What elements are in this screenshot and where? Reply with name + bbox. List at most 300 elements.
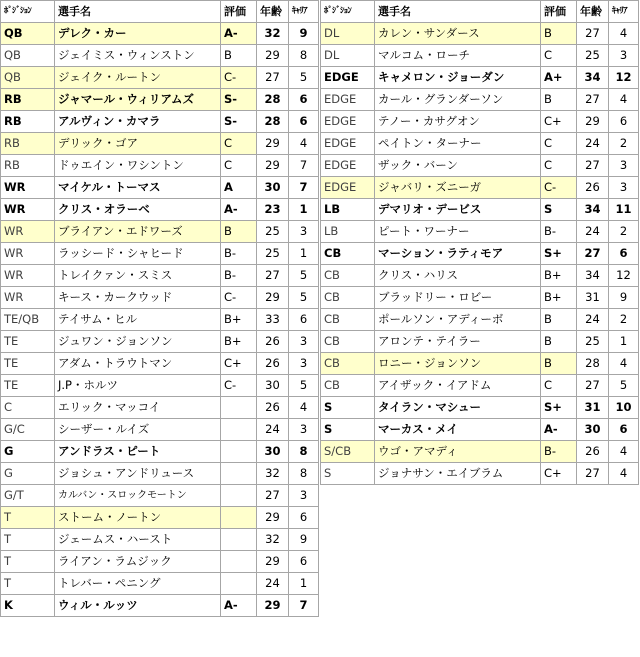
age-cell: 32 (257, 23, 289, 45)
position-cell: K (1, 595, 55, 617)
grade-cell: C (541, 133, 577, 155)
player-name-cell: ジョシュ・アンドリュース (55, 463, 221, 485)
table-row (321, 353, 639, 375)
position-cell: EDGE (321, 111, 375, 133)
position-cell: CB (321, 309, 375, 331)
position-cell: QB (1, 23, 55, 45)
career-cell: 2 (609, 221, 639, 243)
grade-cell: B (221, 221, 257, 243)
position-cell: S (321, 397, 375, 419)
player-name-cell: トレバー・ペニング (55, 573, 221, 595)
player-name-cell: テノー・カサグオン (375, 111, 541, 133)
table-row (321, 397, 639, 419)
player-name-cell: マルコム・ローチ (375, 45, 541, 67)
player-name-cell: ジュワン・ジョンソン (55, 331, 221, 353)
age-cell: 27 (257, 265, 289, 287)
player-name-cell: ドゥエイン・ワシントン (55, 155, 221, 177)
table-row (1, 507, 319, 529)
career-cell: 3 (289, 221, 319, 243)
grade-cell: A+ (541, 67, 577, 89)
age-cell: 24 (577, 309, 609, 331)
grade-cell (221, 529, 257, 551)
position-cell: S (321, 419, 375, 441)
grade-header: 評価 (541, 1, 577, 23)
grade-cell: A- (221, 23, 257, 45)
career-cell: 7 (289, 155, 319, 177)
position-cell: WR (1, 243, 55, 265)
career-cell: 6 (289, 309, 319, 331)
grade-cell (221, 573, 257, 595)
position-cell: G/C (1, 419, 55, 441)
position-cell: LB (321, 199, 375, 221)
table-row (1, 243, 319, 265)
career-cell: 3 (289, 331, 319, 353)
table-row (321, 45, 639, 67)
position-cell: TE/QB (1, 309, 55, 331)
grade-cell: B (541, 23, 577, 45)
position-cell: TE (1, 353, 55, 375)
grade-cell: C (221, 155, 257, 177)
table-row (321, 155, 639, 177)
player-name-cell: シーザー・ルイズ (55, 419, 221, 441)
age-cell: 30 (257, 375, 289, 397)
table-row (321, 177, 639, 199)
offense-rows (1, 23, 319, 617)
table-row (1, 441, 319, 463)
player-name-cell: ザック・バーン (375, 155, 541, 177)
grade-cell (221, 397, 257, 419)
grade-cell: S- (221, 89, 257, 111)
table-row (1, 265, 319, 287)
player-header: 選手名 (55, 1, 221, 23)
table-row (1, 199, 319, 221)
table-row (1, 23, 319, 45)
age-cell: 27 (577, 155, 609, 177)
career-cell: 1 (609, 331, 639, 353)
table-row (321, 331, 639, 353)
defense-rows (321, 23, 639, 485)
grade-cell: C (541, 155, 577, 177)
position-cell: TE (1, 375, 55, 397)
player-name-cell: キャメロン・ジョーダン (375, 67, 541, 89)
player-name-cell: J.P・ホルツ (55, 375, 221, 397)
grade-cell: B+ (541, 287, 577, 309)
grade-header: 評価 (221, 1, 257, 23)
age-cell: 27 (577, 243, 609, 265)
table-row (1, 177, 319, 199)
career-cell: 2 (609, 133, 639, 155)
position-cell: S/CB (321, 441, 375, 463)
age-cell: 27 (577, 463, 609, 485)
position-cell: T (1, 573, 55, 595)
career-header: ｷｬﾘｱ (289, 1, 319, 23)
career-cell: 5 (609, 375, 639, 397)
age-cell: 29 (257, 287, 289, 309)
career-cell: 10 (609, 397, 639, 419)
position-cell: EDGE (321, 133, 375, 155)
career-cell: 1 (289, 573, 319, 595)
table-row (1, 221, 319, 243)
position-cell: T (1, 507, 55, 529)
career-cell: 3 (609, 155, 639, 177)
header-row (321, 1, 639, 23)
position-cell: G (1, 463, 55, 485)
position-header: ﾎﾟｼﾞｼｮﾝ (321, 1, 375, 23)
table-row (321, 419, 639, 441)
roster-table-offense (0, 0, 319, 617)
player-name-cell: アルヴィン・カマラ (55, 111, 221, 133)
position-cell: RB (1, 155, 55, 177)
age-cell: 24 (257, 573, 289, 595)
career-cell: 9 (289, 23, 319, 45)
grade-cell: S+ (541, 243, 577, 265)
career-cell: 3 (289, 419, 319, 441)
header-row (1, 1, 319, 23)
grade-cell (221, 463, 257, 485)
table-row (321, 67, 639, 89)
career-cell: 7 (289, 595, 319, 617)
player-name-cell: ライアン・ラムジック (55, 551, 221, 573)
grade-cell (221, 419, 257, 441)
grade-cell: A (221, 177, 257, 199)
position-cell: T (1, 529, 55, 551)
position-cell: WR (1, 177, 55, 199)
career-cell: 1 (289, 243, 319, 265)
table-row (1, 573, 319, 595)
age-cell: 23 (257, 199, 289, 221)
table-row (1, 155, 319, 177)
player-name-cell: キース・カークウッド (55, 287, 221, 309)
table-row (1, 67, 319, 89)
player-name-cell: ジョナサン・エイブラム (375, 463, 541, 485)
career-cell: 5 (289, 287, 319, 309)
career-header: ｷｬﾘｱ (609, 1, 639, 23)
career-cell: 8 (289, 463, 319, 485)
table-row (321, 111, 639, 133)
age-header: 年齢 (257, 1, 289, 23)
age-cell: 25 (257, 243, 289, 265)
player-name-cell: デリック・ゴア (55, 133, 221, 155)
player-name-cell: トレイクァン・スミス (55, 265, 221, 287)
age-cell: 27 (257, 67, 289, 89)
position-cell: LB (321, 221, 375, 243)
player-name-cell: タイラン・マシュー (375, 397, 541, 419)
grade-cell: B (541, 331, 577, 353)
grade-cell: A- (221, 199, 257, 221)
grade-cell: C (541, 375, 577, 397)
career-cell: 6 (609, 243, 639, 265)
grade-cell: S (541, 199, 577, 221)
career-cell: 3 (609, 177, 639, 199)
age-cell: 25 (577, 45, 609, 67)
position-cell: WR (1, 265, 55, 287)
position-cell: EDGE (321, 177, 375, 199)
position-cell: EDGE (321, 89, 375, 111)
position-cell: CB (321, 287, 375, 309)
age-cell: 29 (257, 507, 289, 529)
age-cell: 34 (577, 199, 609, 221)
table-row (1, 551, 319, 573)
position-cell: CB (321, 243, 375, 265)
grade-cell: B- (221, 243, 257, 265)
player-name-cell: アダム・トラウトマン (55, 353, 221, 375)
career-cell: 5 (289, 375, 319, 397)
career-cell: 3 (609, 45, 639, 67)
table-row (321, 133, 639, 155)
player-name-cell: ラッシード・シャヒード (55, 243, 221, 265)
career-cell: 6 (289, 551, 319, 573)
career-cell: 9 (289, 529, 319, 551)
grade-cell: C (541, 45, 577, 67)
position-cell: DL (321, 45, 375, 67)
age-cell: 32 (257, 529, 289, 551)
age-cell: 29 (257, 595, 289, 617)
player-name-cell: クリス・ハリス (375, 265, 541, 287)
career-cell: 3 (289, 353, 319, 375)
age-cell: 30 (577, 419, 609, 441)
grade-cell: A- (541, 419, 577, 441)
table-row (321, 265, 639, 287)
career-cell: 4 (609, 89, 639, 111)
player-name-cell: ロニー・ジョンソン (375, 353, 541, 375)
position-cell: CB (321, 353, 375, 375)
career-cell: 6 (289, 507, 319, 529)
player-name-cell: テイサム・ヒル (55, 309, 221, 331)
grade-cell: S- (221, 111, 257, 133)
position-cell: C (1, 397, 55, 419)
player-name-cell: マーション・ラティモア (375, 243, 541, 265)
career-cell: 6 (609, 419, 639, 441)
player-name-cell: カレン・サンダース (375, 23, 541, 45)
position-cell: WR (1, 287, 55, 309)
age-header: 年齢 (577, 1, 609, 23)
table-row (321, 23, 639, 45)
player-name-cell: ウィル・ルッツ (55, 595, 221, 617)
age-cell: 29 (257, 45, 289, 67)
player-name-cell: ジェームス・ハースト (55, 529, 221, 551)
age-cell: 26 (577, 177, 609, 199)
grade-cell: B (541, 353, 577, 375)
position-cell: T (1, 551, 55, 573)
career-cell: 9 (609, 287, 639, 309)
career-cell: 12 (609, 67, 639, 89)
career-cell: 8 (289, 45, 319, 67)
grade-cell (221, 441, 257, 463)
age-cell: 29 (257, 551, 289, 573)
grade-cell: B (541, 89, 577, 111)
age-cell: 27 (577, 375, 609, 397)
position-cell: WR (1, 199, 55, 221)
career-cell: 3 (289, 485, 319, 507)
age-cell: 30 (257, 177, 289, 199)
position-cell: S (321, 463, 375, 485)
career-cell: 7 (289, 177, 319, 199)
position-cell: CB (321, 375, 375, 397)
grade-cell: S+ (541, 397, 577, 419)
player-name-cell: カルバン・スロックモートン (55, 485, 221, 507)
age-cell: 33 (257, 309, 289, 331)
table-row (321, 221, 639, 243)
player-name-cell: ペイトン・ターナー (375, 133, 541, 155)
career-cell: 8 (289, 441, 319, 463)
age-cell: 26 (257, 353, 289, 375)
career-cell: 5 (289, 67, 319, 89)
grade-cell: B- (541, 441, 577, 463)
position-cell: EDGE (321, 155, 375, 177)
career-cell: 1 (289, 199, 319, 221)
player-name-cell: デレク・カー (55, 23, 221, 45)
table-row (321, 441, 639, 463)
table-row (1, 331, 319, 353)
player-name-cell: ピート・ワーナー (375, 221, 541, 243)
age-cell: 31 (577, 397, 609, 419)
grade-cell: B (221, 45, 257, 67)
age-cell: 29 (577, 111, 609, 133)
table-row (1, 397, 319, 419)
position-header: ﾎﾟｼﾞｼｮﾝ (1, 1, 55, 23)
table-row (1, 287, 319, 309)
grade-cell (221, 551, 257, 573)
age-cell: 26 (257, 331, 289, 353)
table-row (1, 89, 319, 111)
grade-cell (221, 485, 257, 507)
table-row (321, 89, 639, 111)
position-cell: QB (1, 67, 55, 89)
player-name-cell: アイザック・イアドム (375, 375, 541, 397)
position-cell: G (1, 441, 55, 463)
player-name-cell: エリック・マッコイ (55, 397, 221, 419)
age-cell: 26 (577, 441, 609, 463)
grade-cell: C+ (541, 111, 577, 133)
table-row (1, 595, 319, 617)
career-cell: 4 (609, 463, 639, 485)
position-cell: RB (1, 133, 55, 155)
player-name-cell: アンドラス・ピート (55, 441, 221, 463)
career-cell: 4 (609, 23, 639, 45)
grade-cell: B+ (221, 309, 257, 331)
career-cell: 2 (609, 309, 639, 331)
table-row (1, 463, 319, 485)
age-cell: 27 (577, 23, 609, 45)
player-name-cell: ストーム・ノートン (55, 507, 221, 529)
career-cell: 12 (609, 265, 639, 287)
position-cell: G/T (1, 485, 55, 507)
table-row (1, 111, 319, 133)
age-cell: 31 (577, 287, 609, 309)
age-cell: 25 (257, 221, 289, 243)
career-cell: 5 (289, 265, 319, 287)
grade-cell: A- (221, 595, 257, 617)
grade-cell (221, 507, 257, 529)
age-cell: 28 (257, 89, 289, 111)
position-cell: CB (321, 331, 375, 353)
career-cell: 4 (289, 397, 319, 419)
age-cell: 30 (257, 441, 289, 463)
player-name-cell: ポールソン・アディーボ (375, 309, 541, 331)
career-cell: 4 (609, 353, 639, 375)
player-name-cell: ジャバリ・ズニーガ (375, 177, 541, 199)
position-cell: RB (1, 111, 55, 133)
grade-cell: C+ (541, 463, 577, 485)
career-cell: 6 (289, 111, 319, 133)
player-header: 選手名 (375, 1, 541, 23)
position-cell: QB (1, 45, 55, 67)
grade-cell: B+ (541, 265, 577, 287)
table-row (1, 133, 319, 155)
grade-cell: B+ (221, 331, 257, 353)
table-row (321, 243, 639, 265)
age-cell: 25 (577, 331, 609, 353)
age-cell: 29 (257, 155, 289, 177)
table-row (321, 287, 639, 309)
grade-cell: C- (541, 177, 577, 199)
player-name-cell: ブラッドリー・ロビー (375, 287, 541, 309)
grade-cell: B- (221, 265, 257, 287)
table-row (1, 529, 319, 551)
age-cell: 28 (257, 111, 289, 133)
player-name-cell: ウゴ・アマディ (375, 441, 541, 463)
grade-cell: B (541, 309, 577, 331)
position-cell: CB (321, 265, 375, 287)
career-cell: 4 (609, 441, 639, 463)
position-cell: WR (1, 221, 55, 243)
player-name-cell: カール・グランダーソン (375, 89, 541, 111)
table-row (1, 485, 319, 507)
player-name-cell: ブライアン・エドワーズ (55, 221, 221, 243)
age-cell: 24 (577, 221, 609, 243)
career-cell: 6 (609, 111, 639, 133)
position-cell: RB (1, 89, 55, 111)
player-name-cell: デマリオ・デービス (375, 199, 541, 221)
table-row (1, 419, 319, 441)
age-cell: 24 (257, 419, 289, 441)
age-cell: 32 (257, 463, 289, 485)
table-row (321, 309, 639, 331)
career-cell: 4 (289, 133, 319, 155)
grade-cell: B- (541, 221, 577, 243)
age-cell: 24 (577, 133, 609, 155)
grade-cell: C- (221, 67, 257, 89)
table-row (1, 309, 319, 331)
table-row (321, 463, 639, 485)
age-cell: 28 (577, 353, 609, 375)
career-cell: 11 (609, 199, 639, 221)
position-cell: TE (1, 331, 55, 353)
table-row (321, 375, 639, 397)
table-row (1, 375, 319, 397)
position-cell: DL (321, 23, 375, 45)
age-cell: 27 (577, 89, 609, 111)
roster-table-defense (320, 0, 639, 485)
position-cell: EDGE (321, 67, 375, 89)
grade-cell: C (221, 133, 257, 155)
grade-cell: C+ (221, 353, 257, 375)
player-name-cell: マイケル・トーマス (55, 177, 221, 199)
table-row (321, 199, 639, 221)
player-name-cell: マーカス・メイ (375, 419, 541, 441)
grade-cell: C- (221, 375, 257, 397)
table-row (1, 45, 319, 67)
age-cell: 27 (257, 485, 289, 507)
player-name-cell: ジェイミス・ウィンストン (55, 45, 221, 67)
player-name-cell: アロンテ・テイラー (375, 331, 541, 353)
player-name-cell: ジェイク・ルートン (55, 67, 221, 89)
age-cell: 34 (577, 265, 609, 287)
age-cell: 34 (577, 67, 609, 89)
grade-cell: C- (221, 287, 257, 309)
age-cell: 29 (257, 133, 289, 155)
career-cell: 6 (289, 89, 319, 111)
